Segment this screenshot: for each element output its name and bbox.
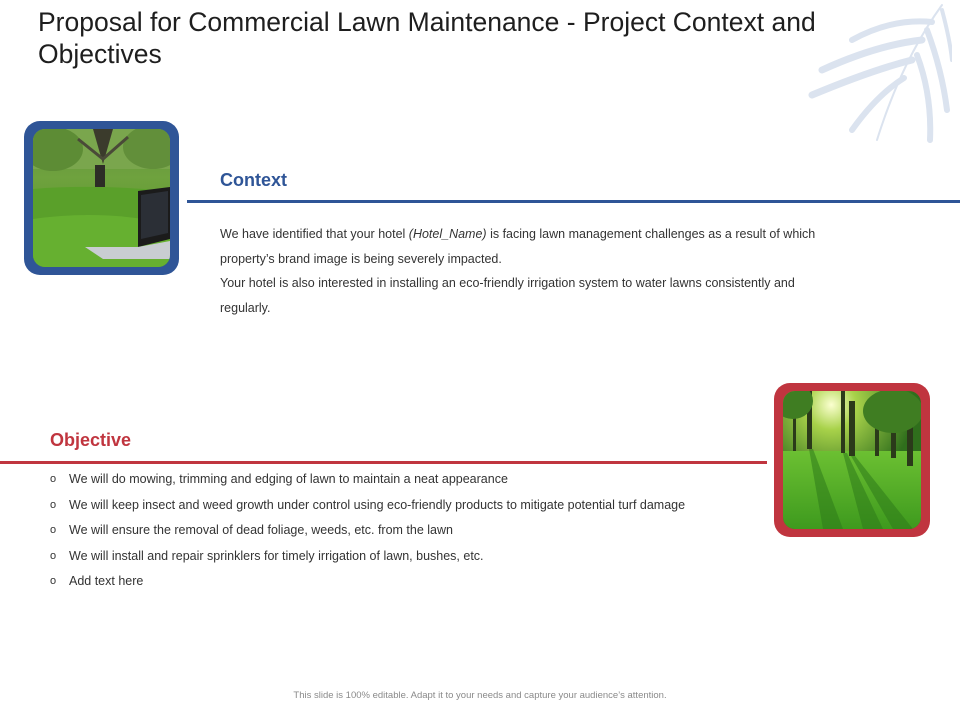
bullet-icon: o [50, 498, 57, 511]
context-body [220, 222, 840, 320]
hotel-name-placeholder: (Hotel_Name) [408, 227, 487, 241]
context-photo-frame [24, 121, 179, 275]
sunlit-park-trees-photo [783, 391, 921, 529]
list-item: o We will install and repair sprinklers for timely irrigation of lawn, bushes, etc. [50, 548, 484, 563]
slide-title: Proposal for Commercial Lawn Maintenance - Project Context and Objectives [38, 7, 816, 69]
palm-leaf-decoration [782, 0, 952, 145]
list-item: o We will do mowing, trimming and edging of lawn to maintain a neat appearance [50, 472, 508, 486]
bullet-icon: o [50, 549, 57, 562]
laptop-on-lawn-photo [33, 129, 170, 267]
footer-note: This slide is 100% editable. Adapt it to your needs and capture your audience’s attention. [293, 690, 667, 701]
list-item: o We will keep insect and weed growth under control using eco-friendly products to mitigate potential turf damage [50, 497, 686, 512]
objective-divider [0, 461, 767, 464]
context-paragraph-2: Your hotel is also interested in installing an eco-friendly irrigation system to water lawns consistently and regularly. [220, 276, 795, 315]
context-paragraph-1: We have identified that your hotel (Hotel_Name) is facing lawn management challenges as a result of which property’s brand image is being severely impacted. [220, 227, 816, 266]
list-item: o Add text here [50, 574, 144, 588]
objective-list [50, 472, 690, 600]
context-divider [187, 200, 960, 203]
objective-heading: Objective [50, 430, 132, 450]
list-item: o We will ensure the removal of dead foliage, weeds, etc. from the lawn [50, 523, 453, 537]
bullet-icon: o [50, 524, 57, 536]
bullet-icon: o [50, 473, 57, 485]
context-heading: Context [220, 170, 287, 190]
bullet-icon: o [50, 575, 57, 587]
objective-photo-frame [774, 383, 930, 537]
